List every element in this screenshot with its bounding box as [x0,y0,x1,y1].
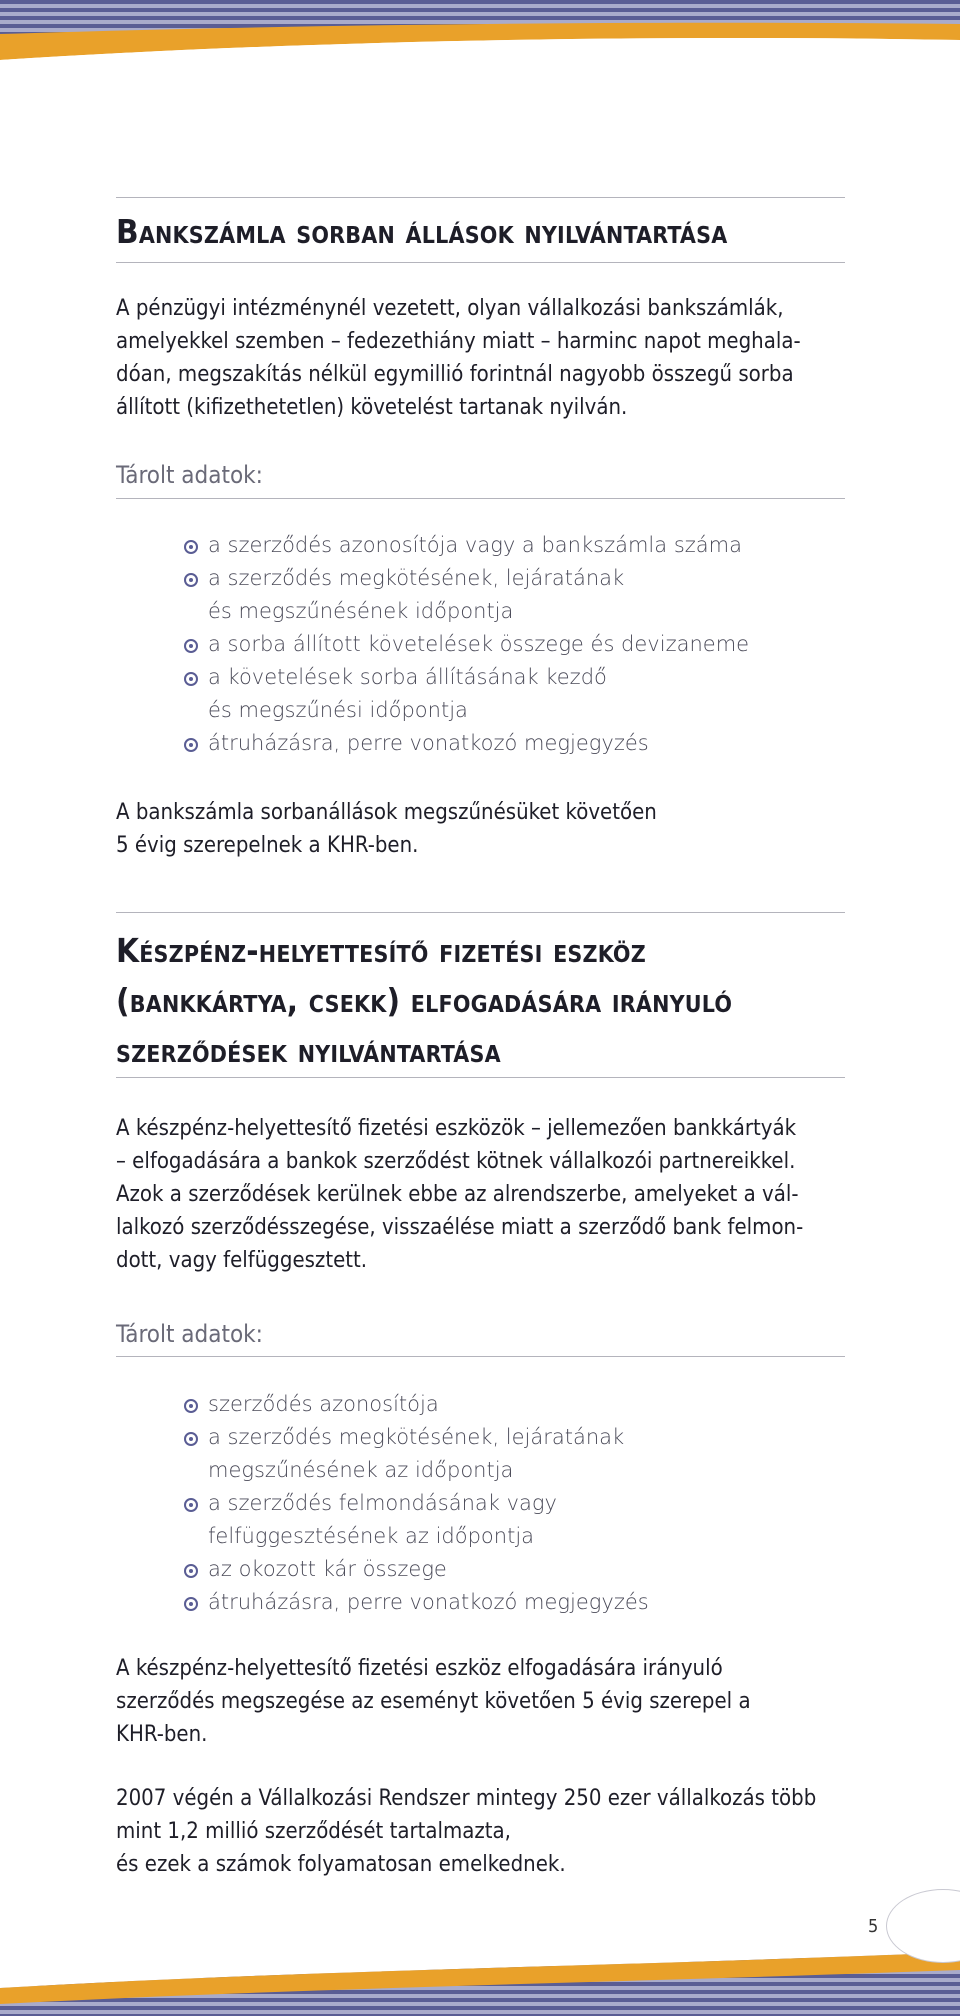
section1-intro-line: dóan, megszakítás nélkül egymillió forintnál nagyobb összegű sorba [116,362,794,387]
list-item-text: szerződés azonosítója [208,1392,439,1416]
section2-intro-line: Azok a szerződések kerülnek ebbe az alrendszerbe, amelyeket a vál- [116,1182,799,1207]
bullet-icon [184,639,198,653]
list-item-text: és megszűnési időpontja [208,698,468,722]
section2-stored-rule [116,1356,845,1357]
top-orange-swoosh [0,0,960,70]
section1-intro-line: állított (kifizethetetlen) követelést tartanak nyilván. [116,395,628,420]
list-item-text: a szerződés felmondásának vagy [208,1491,557,1515]
list-item-text: a szerződés megkötésének, lejáratának [208,1425,625,1449]
section2-final-line: 2007 végén a Vállalkozási Rendszer mintegy 250 ezer vállalkozás több [116,1786,817,1811]
list-item-text: felfüggesztésének az időpontja [208,1524,535,1548]
list-item [186,1487,649,1553]
section1-intro-line: amelyekkel szemben – fedezethiány miatt – harminc napot meghala- [116,329,801,354]
list-item-text: átruházásra, perre vonatkozó megjegyzés [208,1590,649,1614]
section1-top-rule [116,197,845,198]
list-item [186,1553,649,1586]
bullet-icon [184,738,198,752]
section2-intro-line: – elfogadására a bankok szerződést kötnek vállalkozói partnereikkel. [116,1149,796,1174]
section2-intro-line: dott, vagy felfüggesztett. [116,1248,368,1273]
list-item-text: és megszűnésének időpontja [208,599,514,623]
list-item-text: a szerződés azonosítója vagy a bankszámla száma [208,533,742,557]
section2-title [116,926,845,1076]
section2-title-line: Készpénz-helyettesítő fizetési eszköz [116,931,646,970]
bullet-icon [184,573,198,587]
section2-stored-label: Tárolt adatok: [116,1320,263,1348]
section1-closing-line: 5 évig szerepelnek a KHR-ben. [116,833,419,858]
section1-title-rule [116,262,845,263]
bottom-orange-swoosh [0,1930,960,2016]
section1-intro [116,292,845,424]
section2-title-rule [116,1077,845,1078]
section1-stored-label: Tárolt adatok: [116,461,263,489]
section1-intro-line: A pénzügyi intézménynél vezetett, olyan vállalkozási bankszámlák, [116,296,784,321]
bullet-icon [184,1597,198,1611]
section2-closing-line: A készpénz-helyettesítő fizetési eszköz elfogadására irányuló [116,1656,723,1681]
section2-top-rule [116,912,845,913]
section2-final-line: mint 1,2 millió szerződését tartalmazta, [116,1819,511,1844]
list-item-text: az okozott kár összege [208,1557,447,1581]
section1-closing-line: A bankszámla sorbanállások megszűnésüket követően [116,800,657,825]
bullet-icon [184,1399,198,1413]
list-item-text: a sorba állított követelések összege és devizaneme [208,632,750,656]
section2-closing-line: KHR-ben. [116,1722,208,1747]
section2-title-line: (bankkártya, csekk) elfogadására irányuló [116,981,733,1020]
section2-closing [116,1652,845,1751]
section1-title: Bankszámla sorban állások nyilvántartása [116,212,728,251]
section2-final [116,1782,845,1881]
section2-stored-list [186,1388,649,1619]
list-item [186,1586,649,1619]
section2-final-line: és ezek a számok folyamatosan emelkednek. [116,1852,566,1877]
list-item-text: a követelések sorba állításának kezdő [208,665,607,689]
bullet-icon [184,1432,198,1446]
section1-stored-rule [116,498,845,499]
bullet-icon [184,540,198,554]
list-item-text: átruházásra, perre vonatkozó megjegyzés [208,731,649,755]
section2-title-line: szerződések nyilvántartása [116,1031,501,1070]
section1-stored-list [186,529,749,760]
bullet-icon [184,672,198,686]
section2-intro-line: lalkozó szerződésszegése, visszaélése miatt a szerződő bank felmon- [116,1215,804,1240]
page-number: 5 [868,1916,879,1937]
list-item-text: megszűnésének az időpontja [208,1458,514,1482]
list-item [186,628,749,661]
bullet-icon [184,1564,198,1578]
list-item [186,1421,649,1487]
section2-closing-line: szerződés megszegése az eseményt követően 5 évig szerepel a [116,1689,751,1714]
list-item [186,661,749,727]
bullet-icon [184,1498,198,1512]
list-item [186,562,749,628]
section1-closing [116,796,845,862]
section2-intro-line: A készpénz-helyettesítő fizetési eszközök – jellemezően bankkártyák [116,1116,797,1141]
list-item [186,1388,649,1421]
section2-intro [116,1112,845,1277]
list-item-text: a szerződés megkötésének, lejáratának [208,566,625,590]
list-item [186,727,749,760]
list-item [186,529,749,562]
